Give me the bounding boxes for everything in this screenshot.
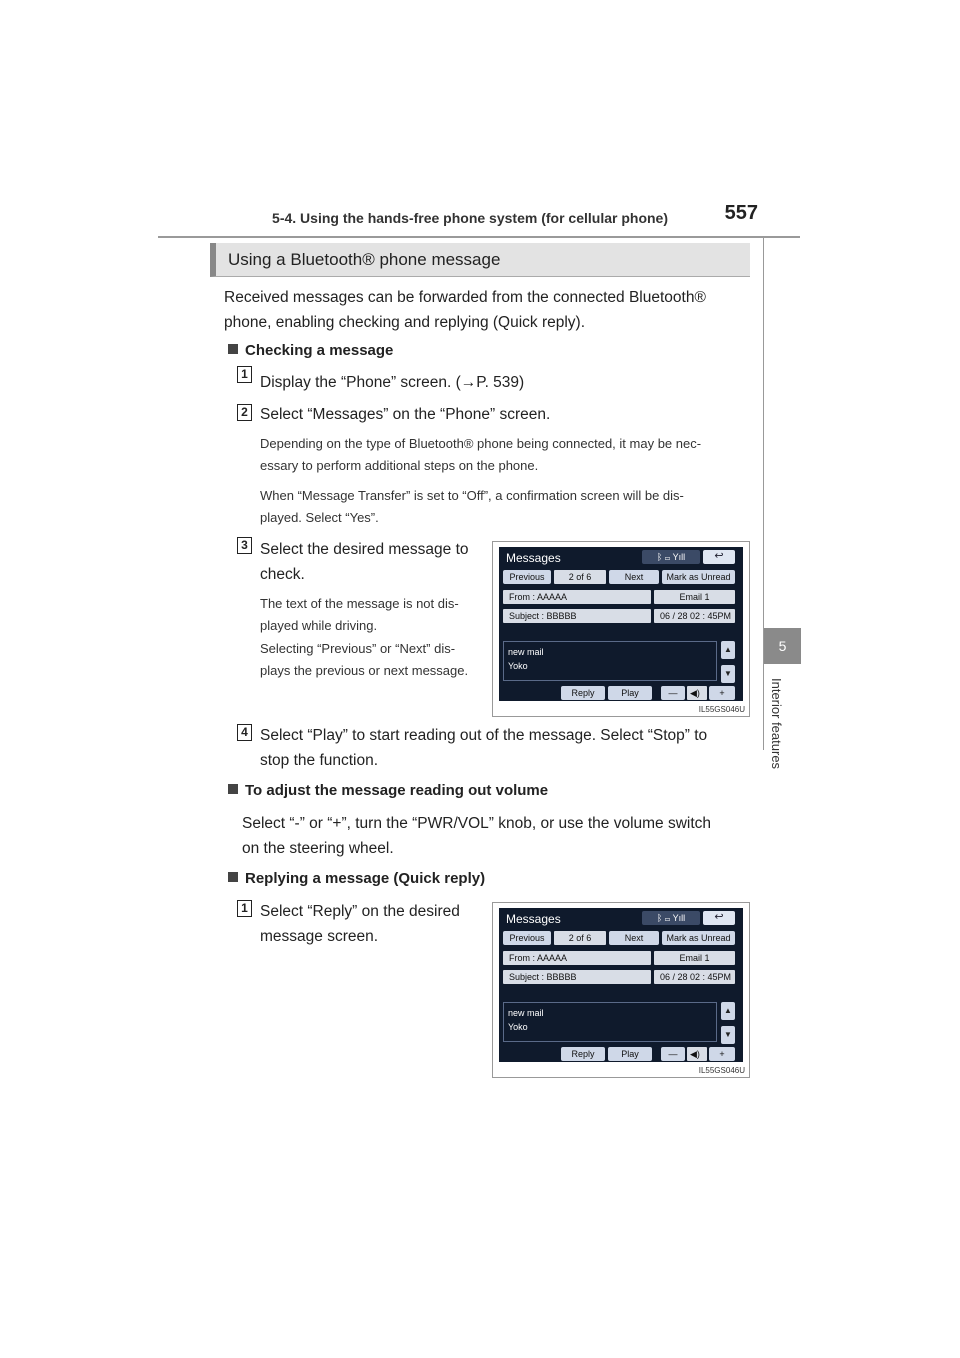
note-line: The text of the message is not dis- — [260, 596, 459, 611]
step-badge: 1 — [237, 366, 252, 383]
volume-down-button[interactable]: — — [661, 686, 685, 700]
step-text: check. — [260, 566, 305, 583]
speaker-icon: ◀) — [687, 686, 707, 700]
note-line: plays the previous or next message. — [260, 663, 469, 678]
previous-button[interactable]: Previous — [503, 931, 551, 945]
message-line: new mail — [508, 647, 544, 657]
message-body — [503, 1002, 717, 1042]
volume-up-button[interactable]: + — [709, 686, 735, 700]
section-heading — [210, 243, 750, 277]
volume-line-1: Select “-” or “+”, turn the “PWR/VOL” knob, or use the volume switch — [242, 815, 712, 832]
square-bullet-icon — [228, 784, 238, 794]
messages-screen — [499, 547, 743, 701]
note-line: played. Select “Yes”. — [260, 510, 379, 525]
messages-screen-figure — [492, 541, 750, 717]
reply-button[interactable]: Reply — [561, 686, 605, 700]
note-line: essary to perform additional steps on the phone. — [260, 458, 539, 473]
play-button[interactable]: Play — [608, 1047, 652, 1061]
note-line: Depending on the type of Bluetooth® phone being connected, it may be nec- — [260, 436, 702, 451]
next-button[interactable]: Next — [609, 570, 659, 584]
step-text: message screen. — [260, 928, 379, 945]
scroll-up-button[interactable]: ▲ — [721, 1002, 735, 1020]
note-line: Selecting “Previous” or “Next” dis- — [260, 641, 456, 656]
email-field: Email 1 — [654, 590, 735, 604]
square-bullet-icon — [228, 872, 238, 882]
step-badge: 2 — [237, 404, 252, 421]
note-line: played while driving. — [260, 618, 378, 633]
date-field: 06 / 28 02 : 45PM — [654, 970, 735, 984]
page-indicator: 2 of 6 — [554, 570, 606, 584]
step-text: Select “Messages” on the “Phone” screen. — [260, 406, 551, 423]
from-field: From : AAAAA — [503, 590, 651, 604]
messages-screen — [499, 908, 743, 1062]
subheading-reply-text: Replying a message (Quick reply) — [245, 870, 486, 887]
back-button[interactable]: ↩ — [703, 550, 735, 564]
screen-title: Messages — [506, 912, 561, 926]
figure-code: IL55GS046U — [698, 705, 745, 714]
step-text: stop the function. — [260, 752, 379, 769]
step-badge: 3 — [237, 537, 252, 554]
step-badge: 4 — [237, 724, 252, 741]
intro-line-1: Received messages can be forwarded from the connected Bluetooth® — [224, 289, 706, 306]
reply-button[interactable]: Reply — [561, 1047, 605, 1061]
volume-down-button[interactable]: — — [661, 1047, 685, 1061]
section-title: 5-4. Using the hands-free phone system (for cellular phone) — [272, 210, 668, 226]
page-number: 557 — [724, 202, 758, 224]
message-line: Yoko — [508, 1022, 528, 1032]
message-body — [503, 641, 717, 681]
step-text: Select “Reply” on the desired — [260, 903, 460, 920]
message-line: Yoko — [508, 661, 528, 671]
message-line: new mail — [508, 1008, 544, 1018]
status-icons: ᛒ ▭ Yıll — [642, 550, 700, 564]
intro-line-2: phone, enabling checking and replying (Quick reply). — [224, 314, 586, 331]
speaker-icon: ◀) — [687, 1047, 707, 1061]
status-icons: ᛒ ▭ Yıll — [642, 911, 700, 925]
page-header — [158, 204, 800, 238]
chapter-label: Interior features — [769, 678, 784, 770]
chapter-number: 5 — [764, 628, 801, 664]
step-text: Select the desired message to — [260, 541, 469, 558]
scroll-up-button[interactable]: ▲ — [721, 641, 735, 659]
next-button[interactable]: Next — [609, 931, 659, 945]
square-bullet-icon — [228, 344, 238, 354]
mark-unread-button[interactable]: Mark as Unread — [662, 570, 735, 584]
back-button[interactable]: ↩ — [703, 911, 735, 925]
subject-field: Subject : BBBBB — [503, 609, 651, 623]
scroll-down-button[interactable]: ▼ — [721, 665, 735, 683]
date-field: 06 / 28 02 : 45PM — [654, 609, 735, 623]
step-text: Select “Play” to start reading out of the message. Select “Stop” to — [260, 727, 708, 744]
subheading-checking — [228, 342, 393, 359]
subheading-volume — [228, 782, 548, 799]
page-indicator: 2 of 6 — [554, 931, 606, 945]
subheading-reply — [228, 870, 485, 887]
subheading-volume-text: To adjust the message reading out volume — [245, 782, 549, 799]
previous-button[interactable]: Previous — [503, 570, 551, 584]
section-heading-text: Using a Bluetooth® phone message — [228, 250, 501, 269]
mark-unread-button[interactable]: Mark as Unread — [662, 931, 735, 945]
screen-title: Messages — [506, 551, 561, 565]
from-field: From : AAAAA — [503, 951, 651, 965]
volume-up-button[interactable]: + — [709, 1047, 735, 1061]
scroll-down-button[interactable]: ▼ — [721, 1026, 735, 1044]
step-text: Display the “Phone” screen. (→P. 539) — [260, 374, 525, 391]
subheading-checking-text: Checking a message — [245, 342, 394, 359]
email-field: Email 1 — [654, 951, 735, 965]
step-badge: 1 — [237, 900, 252, 917]
subject-field: Subject : BBBBB — [503, 970, 651, 984]
volume-line-2: on the steering wheel. — [242, 840, 394, 857]
chapter-side-tab — [763, 238, 800, 770]
figure-code: IL55GS046U — [698, 1066, 745, 1075]
reply-screen-figure — [492, 902, 750, 1078]
play-button[interactable]: Play — [608, 686, 652, 700]
note-line: When “Message Transfer” is set to “Off”, a confirmation screen will be dis- — [260, 488, 684, 503]
